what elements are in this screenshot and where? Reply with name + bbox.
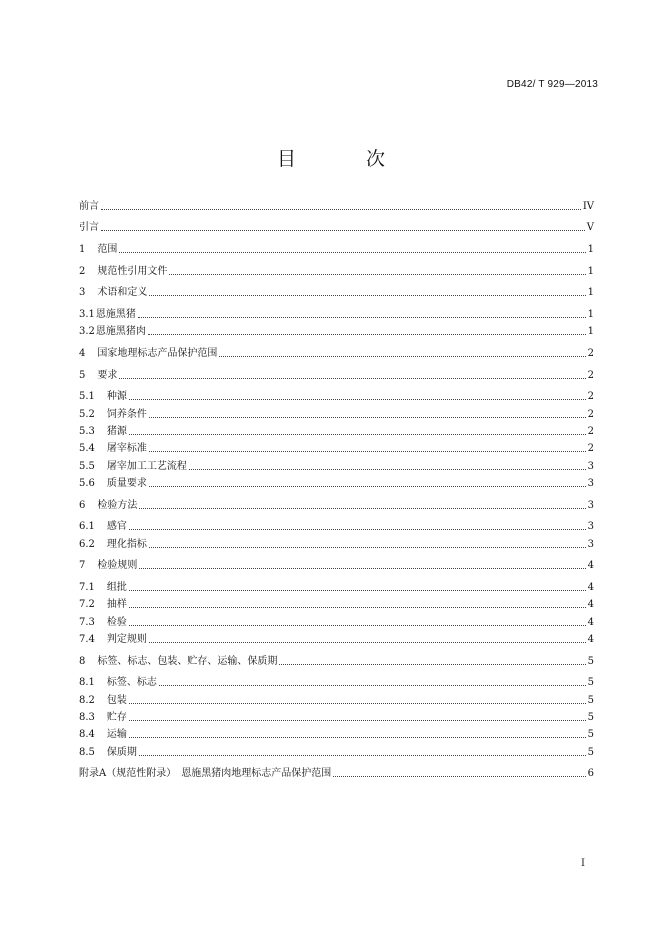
- toc-entry[interactable]: [79, 676, 594, 690]
- dot-leader: [129, 590, 586, 591]
- dot-leader: [169, 274, 585, 275]
- toc-entry[interactable]: [79, 477, 594, 491]
- toc-entry[interactable]: [79, 200, 594, 214]
- toc-entry-page: 2: [587, 370, 594, 381]
- toc-entry[interactable]: [79, 655, 594, 669]
- toc-entry-page: 4: [587, 582, 594, 593]
- toc-entry-label: 质量要求: [106, 478, 147, 489]
- toc-entry[interactable]: [79, 499, 594, 513]
- toc-entry-number: 8: [79, 656, 86, 667]
- toc-entry[interactable]: [79, 390, 594, 404]
- toc-entry[interactable]: [79, 425, 594, 439]
- toc-entry-number: 5.3: [79, 426, 95, 437]
- toc-entry-label: 组批: [106, 582, 127, 593]
- dot-leader: [148, 334, 586, 335]
- toc-entry[interactable]: [79, 265, 594, 279]
- toc-entry-label: 运输: [106, 729, 127, 740]
- toc-entry-label: 规范性引用文件: [97, 266, 168, 277]
- toc-entry[interactable]: [79, 520, 594, 534]
- dot-leader: [129, 399, 586, 400]
- toc-entry-page: IV: [582, 201, 594, 212]
- standard-code: DB42/ T 929—2013: [506, 79, 598, 90]
- dot-leader: [149, 451, 586, 452]
- dot-leader: [129, 737, 586, 738]
- toc-entry[interactable]: [79, 408, 594, 422]
- toc-entry-number: 8.5: [79, 747, 95, 758]
- toc-entry-page: 6: [587, 768, 594, 779]
- toc-entry-label: 恩施黑猪: [95, 309, 136, 320]
- toc-entry-page: 3: [587, 478, 594, 489]
- toc-entry-page: 5: [587, 729, 594, 740]
- dot-leader: [101, 230, 585, 231]
- toc-entry-number: 5.1: [79, 391, 95, 402]
- toc-entry-page: 2: [587, 443, 594, 454]
- toc-entry-number: 7.4: [79, 634, 95, 645]
- toc-entry-label: 饲养条件: [106, 409, 147, 420]
- toc-entry-page: 1: [587, 326, 594, 337]
- toc-entry-number: 4: [79, 348, 86, 359]
- toc-entry-number: 7.3: [79, 617, 95, 628]
- dot-leader: [129, 529, 586, 530]
- toc-entry-page: 3: [587, 539, 594, 550]
- toc-entry-number: 8.2: [79, 695, 95, 706]
- toc-entry[interactable]: [79, 442, 594, 456]
- dot-leader: [101, 209, 581, 210]
- toc-entry[interactable]: [79, 221, 594, 235]
- toc-entry-number: 6.2: [79, 539, 95, 550]
- toc-entry-label: 抽样: [106, 599, 127, 610]
- dot-leader: [279, 664, 585, 665]
- toc-entry-label: 理化指标: [106, 539, 147, 550]
- dot-leader: [149, 417, 586, 418]
- toc-entry[interactable]: [79, 767, 594, 781]
- toc-entry-page: 3: [587, 521, 594, 532]
- dot-leader: [138, 317, 586, 318]
- toc-entry[interactable]: [79, 286, 594, 300]
- toc-entry-number: 5.4: [79, 443, 95, 454]
- toc-entry-label: 屠宰加工工艺流程: [106, 461, 187, 472]
- toc-entry[interactable]: [79, 369, 594, 383]
- toc-entry-number: 5.2: [79, 409, 95, 420]
- dot-leader: [129, 625, 586, 626]
- toc-entry-page: 5: [587, 677, 594, 688]
- toc-entry-label: 标签、标志、包装、贮存、运输、保质期: [97, 656, 278, 667]
- toc-entry-page: 4: [587, 560, 594, 571]
- toc-entry-label: 种源: [106, 391, 127, 402]
- dot-leader: [149, 547, 586, 548]
- toc-entry-number: 5.5: [79, 461, 95, 472]
- toc-entry-page: 5: [587, 747, 594, 758]
- page-title: 目 次: [276, 148, 418, 170]
- table-of-contents: [79, 0, 594, 936]
- toc-entry[interactable]: [79, 538, 594, 552]
- toc-entry-number: 3.1: [79, 309, 95, 320]
- toc-entry-label: 前言: [79, 201, 99, 212]
- toc-entry-page: 1: [587, 309, 594, 320]
- toc-entry-label: 术语和定义: [97, 287, 148, 298]
- toc-entry-label: 屠宰标准: [106, 443, 147, 454]
- toc-entry[interactable]: [79, 581, 594, 595]
- toc-entry-page: 5: [587, 695, 594, 706]
- toc-entry[interactable]: [79, 325, 594, 339]
- dot-leader: [333, 776, 585, 777]
- dot-leader: [139, 508, 585, 509]
- toc-entry-page: 4: [587, 599, 594, 610]
- toc-entry-number: 3: [79, 287, 86, 298]
- dot-leader: [129, 434, 586, 435]
- toc-entry-label: 检验规则: [97, 560, 138, 571]
- toc-entry[interactable]: [79, 347, 594, 361]
- dot-leader: [119, 252, 585, 253]
- toc-entry-page: 2: [587, 409, 594, 420]
- toc-entry-label: 国家地理标志产品保护范围: [97, 348, 218, 359]
- toc-entry[interactable]: [79, 694, 594, 708]
- toc-entry-number: 7: [79, 560, 86, 571]
- toc-entry[interactable]: [79, 559, 594, 573]
- toc-entry-number: 3.2: [79, 326, 95, 337]
- dot-leader: [139, 755, 586, 756]
- page-number: I: [581, 858, 585, 869]
- toc-entry-label: 标签、标志: [106, 677, 157, 688]
- toc-entry-page: 1: [587, 244, 594, 255]
- toc-entry-page: 4: [587, 617, 594, 628]
- toc-entry-number: 7.1: [79, 582, 95, 593]
- toc-entry[interactable]: [79, 746, 594, 760]
- toc-entry-page: 3: [587, 461, 594, 472]
- toc-entry[interactable]: [79, 243, 594, 257]
- toc-entry[interactable]: [79, 728, 594, 742]
- toc-entry-label: 贮存: [106, 712, 127, 723]
- toc-entry-page: 2: [587, 348, 594, 359]
- dot-leader: [149, 295, 585, 296]
- toc-entry-label: 保质期: [106, 747, 137, 758]
- toc-entry-label: 猪源: [106, 426, 127, 437]
- toc-entry[interactable]: [79, 598, 594, 612]
- dot-leader: [159, 685, 586, 686]
- dot-leader: [129, 607, 586, 608]
- toc-entry-label: 恩施黑猪肉: [95, 326, 146, 337]
- toc-entry[interactable]: [79, 460, 594, 474]
- dot-leader: [139, 568, 585, 569]
- dot-leader: [219, 356, 585, 357]
- toc-entry-label: 范围: [97, 244, 118, 255]
- toc-entry-page: 3: [587, 500, 594, 511]
- toc-entry-label: 感官: [106, 521, 127, 532]
- toc-entry-page: 5: [587, 656, 594, 667]
- toc-entry-label: 判定规则: [106, 634, 147, 645]
- dot-leader: [149, 486, 586, 487]
- toc-entry-number: 7.2: [79, 599, 95, 610]
- dot-leader: [129, 720, 586, 721]
- toc-entry-number: 1: [79, 244, 86, 255]
- toc-entry[interactable]: [79, 308, 594, 322]
- dot-leader: [119, 378, 585, 379]
- toc-entry[interactable]: [79, 616, 594, 630]
- dot-leader: [149, 642, 586, 643]
- toc-entry-number: 8.1: [79, 677, 95, 688]
- toc-entry-number: 8.3: [79, 712, 95, 723]
- toc-entry-number: 8.4: [79, 729, 95, 740]
- toc-entry-label: 附录A（规范性附录） 恩施黑猪肉地理标志产品保护范围: [79, 768, 332, 779]
- toc-entry-page: 4: [587, 634, 594, 645]
- toc-entry-label: 包装: [106, 695, 127, 706]
- toc-entry-page: 1: [587, 266, 594, 277]
- toc-entry-number: 5.6: [79, 478, 95, 489]
- toc-entry-page: 1: [587, 287, 594, 298]
- toc-entry-number: 2: [79, 266, 86, 277]
- toc-entry[interactable]: [79, 633, 594, 647]
- toc-entry-page: 2: [587, 426, 594, 437]
- toc-entry-label: 检验: [106, 617, 127, 628]
- dot-leader: [129, 703, 586, 704]
- dot-leader: [189, 469, 586, 470]
- toc-entry-number: 5: [79, 370, 86, 381]
- toc-entry-label: 要求: [97, 370, 118, 381]
- toc-entry-number: 6: [79, 500, 86, 511]
- toc-entry-label: 引言: [79, 222, 99, 233]
- toc-entry-page: V: [586, 222, 594, 233]
- toc-entry-page: 5: [587, 712, 594, 723]
- toc-entry-label: 检验方法: [97, 500, 138, 511]
- toc-entry[interactable]: [79, 711, 594, 725]
- toc-entry-page: 2: [587, 391, 594, 402]
- toc-entry-number: 6.1: [79, 521, 95, 532]
